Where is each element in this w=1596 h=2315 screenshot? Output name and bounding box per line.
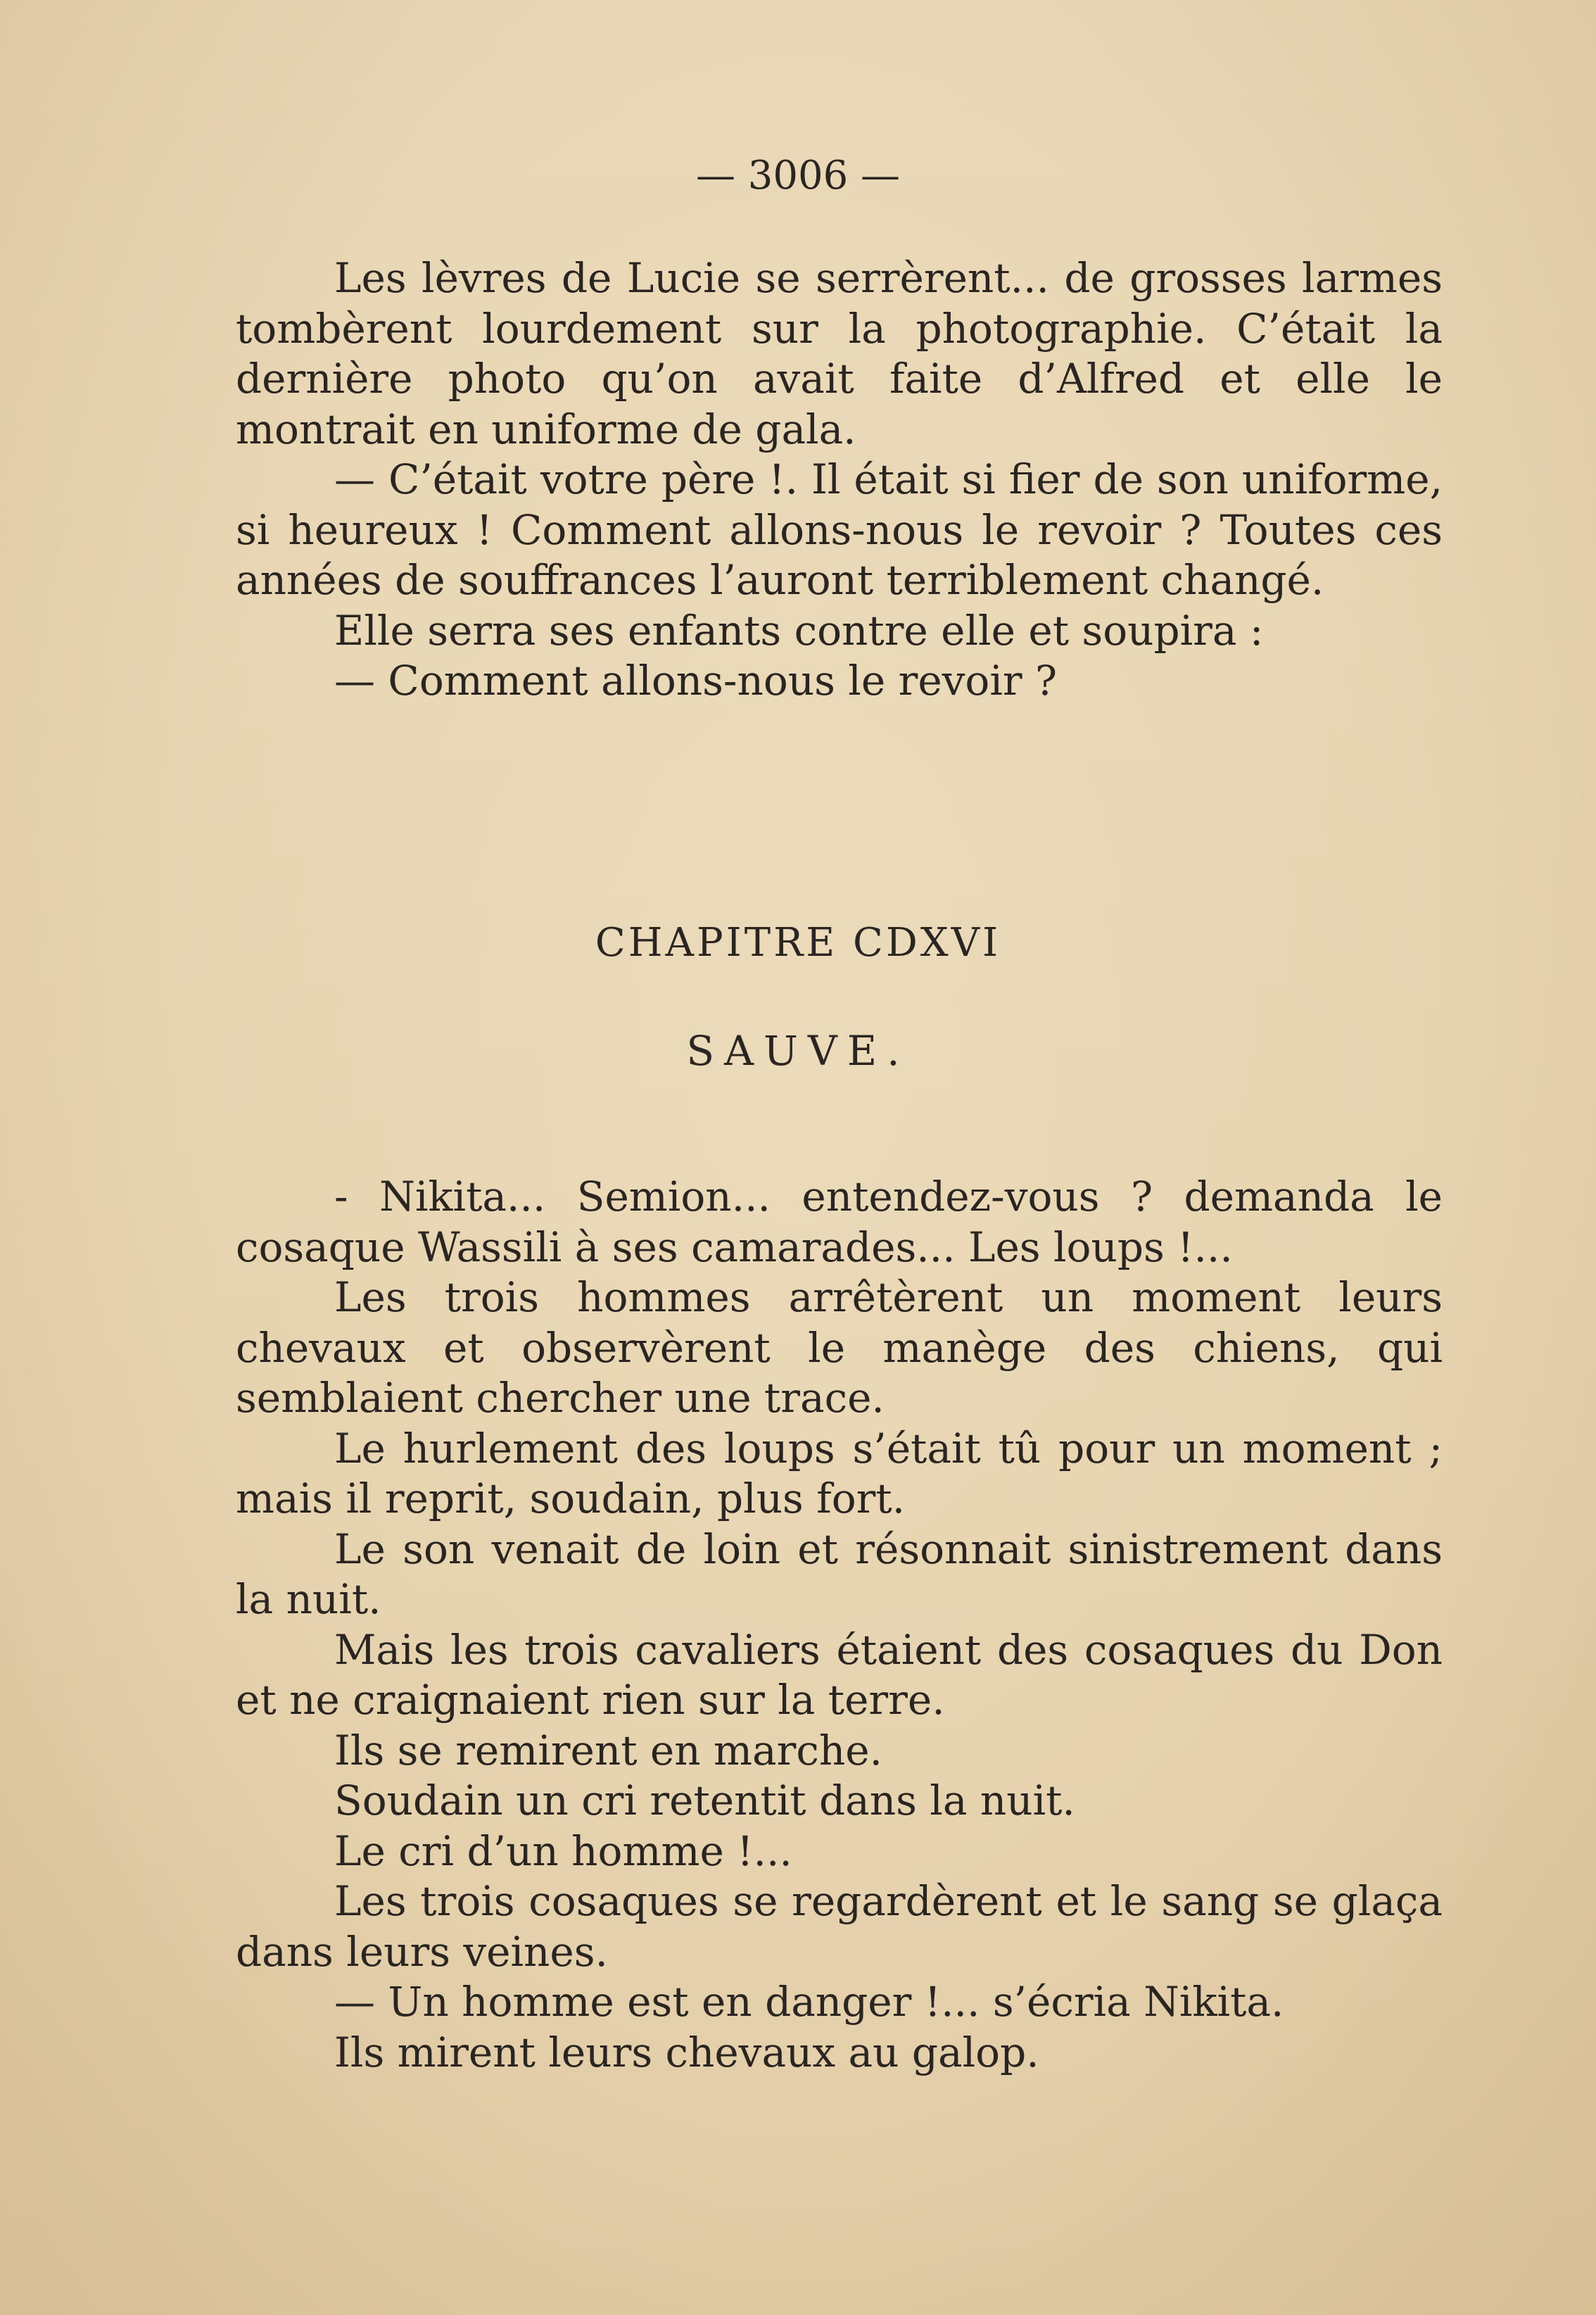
paragraph: - Nikita... Semion... entendez-vous ? demanda le cosaque Wassili à ses camarades... Les loups !...: [236, 1173, 1443, 1271]
intro-text: [236, 253, 1443, 707]
paragraph: Le hurlement des loups s’était tû pour un moment ; mais il reprit, soudain, plus fort.: [236, 1424, 1443, 1522]
paragraph: Le son venait de loin et résonnait sinistrement dans la nuit.: [236, 1525, 1443, 1623]
chapter-text: [236, 1172, 1443, 2078]
paragraph: Les lèvres de Lucie se serrèrent... de grosses larmes tombèrent lourdement sur la photographie. C’était la dernière photo qu’on avait faite d’Alfred et elle le montrait en uniforme de gala.: [236, 254, 1443, 453]
paragraph: Mais les trois cavaliers étaient des cosaques du Don et ne craignaient rien sur la terre.: [236, 1625, 1443, 1724]
paragraph: Ils mirent leurs chevaux au galop.: [334, 2028, 1039, 2076]
paragraph: — Comment allons-nous le revoir ?: [334, 657, 1058, 705]
paragraph: Soudain un cri retentit dans la nuit.: [334, 1777, 1075, 1824]
page-number: — 3006 —: [695, 153, 901, 198]
paragraph: — C’était votre père !. Il était si fier de son uniforme, si heureux ! Comment allons-nous le revoir ? Toutes ces années de souffrances l’auront terriblement changé.: [236, 455, 1443, 604]
paragraph: Elle serra ses enfants contre elle et soupira :: [334, 606, 1264, 655]
chapter-heading: CHAPITRE CDXVI: [595, 920, 1001, 966]
chapter-title: SAUVE.: [686, 1027, 910, 1075]
paragraph: Les trois cosaques se regardèrent et le sang se glaça dans leurs veines.: [236, 1877, 1443, 1976]
paragraph: — Un homme est en danger !... s’écria Nikita.: [334, 1978, 1284, 2026]
paragraph: Ils se remirent en marche.: [334, 1726, 882, 1774]
paragraph: Le cri d’un homme !...: [334, 1827, 792, 1875]
paragraph: Les trois hommes arrêtèrent un moment leurs chevaux et observèrent le manège des chiens, qui semblaient chercher une trace.: [236, 1273, 1443, 1422]
